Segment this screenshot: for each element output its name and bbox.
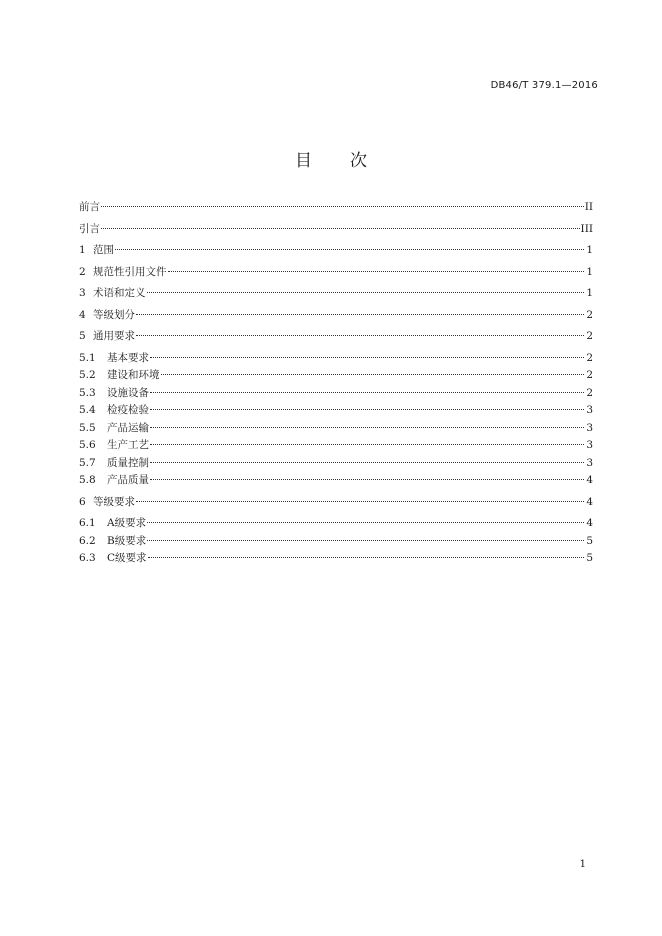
toc-entry-number: 5.8 (79, 474, 96, 486)
toc-entry-label: 基本要求 (107, 351, 149, 364)
dot-leader (147, 292, 585, 293)
toc-entry-label: 通用要求 (93, 330, 135, 342)
toc-entry-page: 2 (586, 386, 593, 399)
toc-entry-label: C级要求 (107, 552, 147, 564)
toc-entry-page: III (580, 222, 593, 235)
toc-entry-label: B级要求 (107, 534, 147, 547)
toc-entry-1[interactable] (79, 242, 593, 260)
toc-entry-page: 1 (586, 244, 593, 256)
toc-entry-5-8[interactable] (79, 472, 593, 490)
dot-leader (150, 444, 584, 445)
toc-entry-number: 5 (79, 330, 86, 342)
toc-entry-label: 等级要求 (93, 495, 135, 508)
toc-entry-page: 2 (586, 308, 593, 321)
dot-leader (150, 427, 584, 428)
dot-leader (150, 462, 584, 463)
toc-entry-label: 建设和环境 (107, 369, 160, 381)
dot-leader (150, 392, 584, 393)
toc-entry-3[interactable] (79, 285, 593, 303)
toc-entry-number: 5.3 (79, 386, 96, 399)
toc-entry-number: 3 (79, 287, 86, 299)
dot-leader (101, 206, 584, 207)
page-number: 1 (579, 859, 586, 870)
page-title: 目次 (295, 151, 405, 171)
toc-entry-page: II (584, 201, 593, 213)
toc-entry-6-1[interactable] (79, 515, 593, 533)
dot-leader (101, 228, 580, 229)
toc-entry-2[interactable] (79, 264, 593, 282)
toc-entry-page: 3 (586, 421, 593, 434)
dot-leader (147, 540, 584, 541)
toc-entry-introduction[interactable] (79, 221, 593, 239)
toc-entry-6[interactable] (79, 494, 593, 512)
toc-entry-label: 产品质量 (107, 474, 149, 486)
toc-entry-number: 1 (79, 244, 86, 256)
standard-code: DB46/T 379.1—2016 (490, 80, 598, 91)
dot-leader (150, 409, 584, 410)
toc-entry-page: 3 (586, 404, 593, 416)
dot-leader (147, 522, 584, 523)
dot-leader (150, 357, 584, 358)
dot-leader (161, 374, 585, 375)
toc-entry-page: 1 (586, 287, 593, 299)
toc-entry-label: 术语和定义 (93, 287, 146, 299)
toc-entry-page: 4 (586, 517, 593, 529)
toc-entry-label: 检疫检验 (107, 404, 149, 416)
toc-entry-page: 3 (586, 439, 593, 451)
toc-entry-label: A级要求 (107, 517, 147, 529)
toc-entry-4[interactable] (79, 307, 593, 325)
toc-entry-label: 规范性引用文件 (93, 265, 167, 278)
toc-entry-5-7[interactable] (79, 455, 593, 473)
table-of-contents (79, 199, 593, 568)
toc-entry-page: 1 (586, 265, 593, 278)
toc-entry-5-2[interactable] (79, 367, 593, 385)
toc-entry-page: 3 (586, 456, 593, 469)
toc-entry-label: 质量控制 (107, 456, 149, 469)
toc-entry-label: 生产工艺 (107, 439, 149, 451)
toc-entry-number: 5.5 (79, 421, 96, 434)
toc-entry-5-3[interactable] (79, 385, 593, 403)
toc-entry-6-2[interactable] (79, 533, 593, 551)
toc-entry-number: 6 (79, 495, 86, 508)
toc-entry-number: 5.7 (79, 456, 96, 469)
toc-entry-page: 2 (586, 351, 593, 364)
dot-leader (168, 271, 585, 272)
toc-entry-page: 2 (586, 330, 593, 342)
toc-entry-5-1[interactable] (79, 350, 593, 368)
toc-entry-5-4[interactable] (79, 402, 593, 420)
toc-entry-page: 5 (586, 552, 593, 564)
dot-leader (115, 249, 584, 250)
toc-entry-number: 6.3 (79, 552, 96, 564)
toc-entry-5[interactable] (79, 328, 593, 346)
toc-entry-number: 6.2 (79, 534, 96, 547)
toc-entry-number: 5.2 (79, 369, 96, 381)
toc-entry-label: 前言 (79, 201, 100, 213)
toc-entry-page: 4 (586, 495, 593, 508)
toc-entry-5-5[interactable] (79, 420, 593, 438)
toc-entry-number: 6.1 (79, 517, 96, 529)
toc-entry-label: 产品运输 (107, 421, 149, 434)
dot-leader (150, 479, 584, 480)
dot-leader (136, 335, 584, 336)
toc-entry-6-3[interactable] (79, 550, 593, 568)
toc-entry-label: 等级划分 (93, 308, 135, 321)
toc-entry-label: 设施设备 (107, 386, 149, 399)
toc-entry-page: 5 (586, 534, 593, 547)
dot-leader (136, 314, 584, 315)
dot-leader (148, 557, 584, 558)
toc-entry-number: 2 (79, 265, 86, 278)
toc-entry-number: 4 (79, 308, 86, 321)
toc-entry-page: 4 (586, 474, 593, 486)
toc-entry-label: 引言 (79, 222, 100, 235)
toc-entry-number: 5.6 (79, 439, 96, 451)
toc-entry-page: 2 (586, 369, 593, 381)
toc-entry-5-6[interactable] (79, 437, 593, 455)
toc-entry-label: 范围 (93, 244, 114, 256)
dot-leader (136, 501, 584, 502)
toc-entry-preface[interactable] (79, 199, 593, 217)
toc-entry-number: 5.4 (79, 404, 96, 416)
toc-entry-number: 5.1 (79, 351, 96, 364)
